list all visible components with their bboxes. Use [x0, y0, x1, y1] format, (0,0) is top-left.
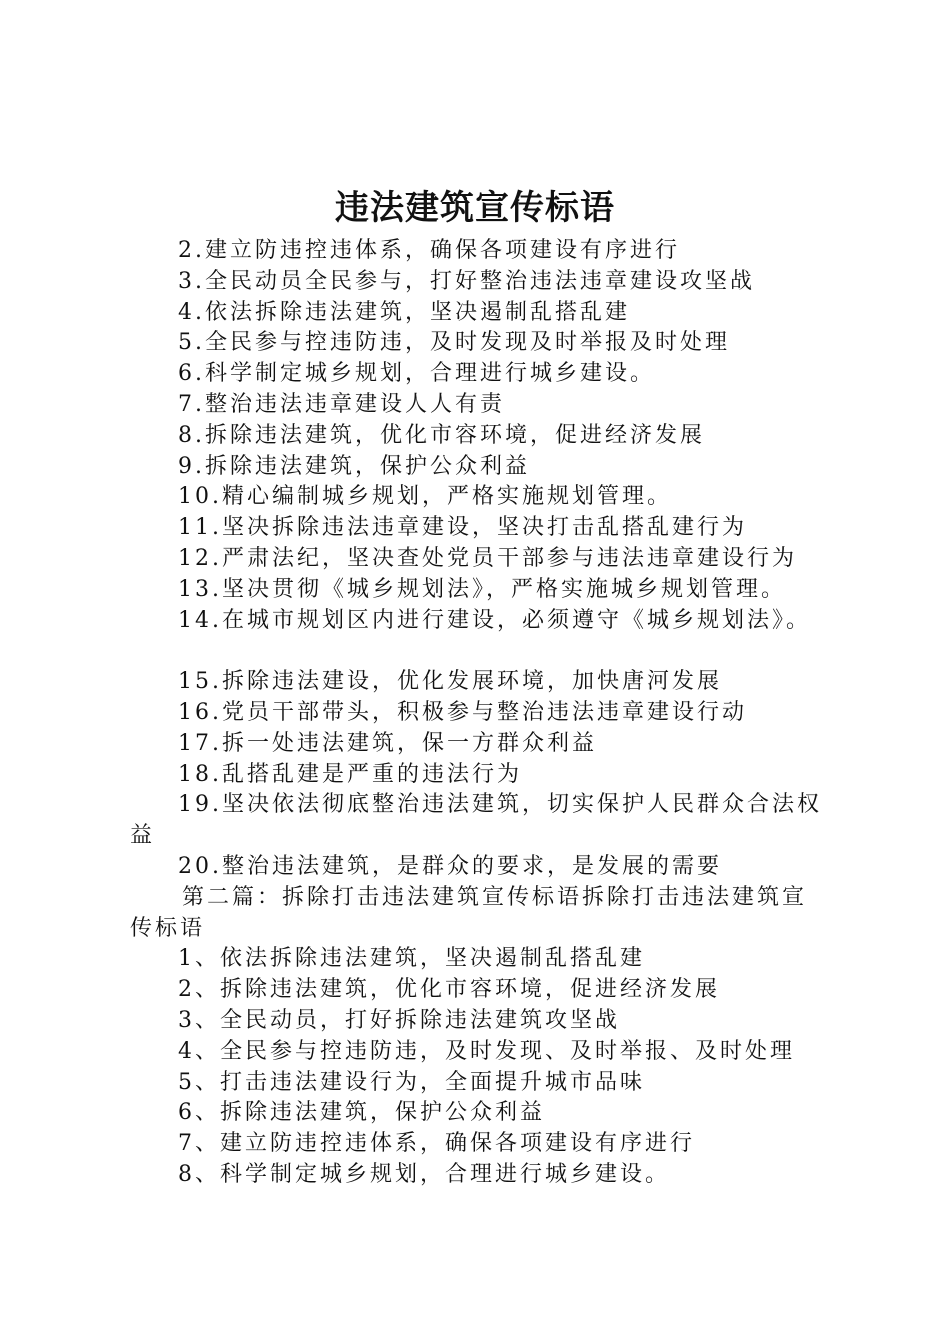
- slogan-line: 18.乱搭乱建是严重的违法行为: [178, 761, 522, 787]
- section-heading: 第二篇：拆除打击违法建筑宣传标语拆除打击违法建筑宣: [182, 884, 808, 910]
- slogan-line: 12.严肃法纪，坚决查处党员干部参与违法违章建设行为: [178, 545, 797, 571]
- slogan-line: 10.精心编制城乡规划，严格实施规划管理。: [178, 484, 672, 510]
- slogan-line: 4、全民参与控违防违，及时发现、及时举报、及时处理: [178, 1038, 795, 1064]
- slogan-line: 8.拆除违法建筑，优化市容环境，促进经济发展: [178, 422, 705, 448]
- slogan-line: 1、依法拆除违法建筑，坚决遏制乱搭乱建: [178, 946, 645, 972]
- slogan-line: 8、科学制定城乡规划，合理进行城乡建设。: [178, 1161, 670, 1187]
- slogan-line: 14.在城市规划区内进行建设，必须遵守《城乡规划法》。: [178, 607, 811, 633]
- slogan-line: 19.坚决依法彻底整治违法建筑，切实保护人民群众合法权: [178, 792, 822, 818]
- slogan-line: 13.坚决贯彻《城乡规划法》，严格实施城乡规划管理。: [178, 576, 786, 602]
- section-heading-continuation: 传标语: [130, 915, 206, 941]
- slogan-line: 9.拆除违法建筑，保护公众利益: [178, 453, 530, 479]
- slogan-line: 16.党员干部带头，积极参与整治违法违章建设行动: [178, 699, 747, 725]
- slogan-line: 2.建立防违控违体系，确保各项建设有序进行: [178, 238, 680, 263]
- slogan-line: 2、拆除违法建筑，优化市容环境，促进经济发展: [178, 977, 720, 1003]
- slogan-line: 7、建立防违控违体系，确保各项建设有序进行: [178, 1131, 695, 1157]
- slogan-line: 5.全民参与控违防违，及时发现及时举报及时处理: [178, 330, 730, 356]
- slogan-line: 5、打击违法建设行为，全面提升城市品味: [178, 1069, 645, 1095]
- slogan-line: 15.拆除违法建设，优化发展环境，加快唐河发展: [178, 669, 722, 695]
- slogan-line: 20.整治违法建筑，是群众的要求，是发展的需要: [178, 853, 722, 879]
- paragraph-spacer: [130, 636, 835, 667]
- slogan-line-continuation: 益: [130, 823, 156, 849]
- slogan-line: 6、拆除违法建筑，保护公众利益: [178, 1100, 545, 1126]
- slogan-line: 3、全民动员，打好拆除违法建筑攻坚战: [178, 1007, 620, 1033]
- document-title: 违法建筑宣传标语: [335, 188, 615, 228]
- slogan-line: 17.拆一处违法建筑，保一方群众利益: [178, 730, 597, 756]
- slogan-line: 11.坚决拆除违法违章建设，坚决打击乱搭乱建行为: [178, 515, 747, 541]
- document-body: [130, 236, 835, 1191]
- slogan-line: 3.全民动员全民参与，打好整治违法违章建设攻坚战: [178, 268, 755, 294]
- slogan-line: 4.依法拆除违法建筑，坚决遏制乱搭乱建: [178, 299, 630, 325]
- slogan-line: 7.整治违法违章建设人人有责: [178, 391, 505, 417]
- slogan-line: 6.科学制定城乡规划，合理进行城乡建设。: [178, 361, 655, 387]
